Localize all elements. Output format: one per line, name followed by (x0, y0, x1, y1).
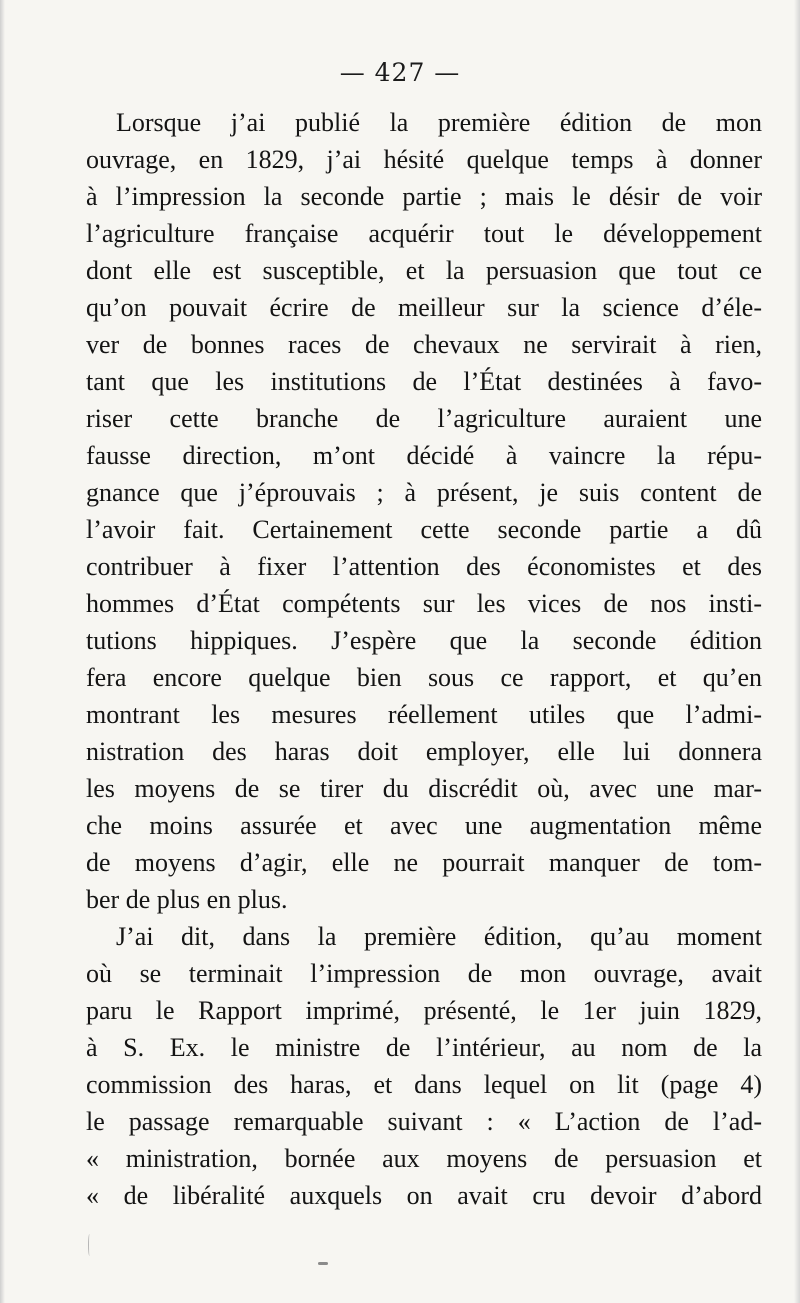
text-line: où se terminait l’impression de mon ouvrage, avait (86, 959, 762, 988)
page-margin-mark (88, 1234, 91, 1256)
text-line: fera encore quelque bien sous ce rapport, et qu’en (86, 663, 762, 692)
text-line: qu’on pouvait écrire de meilleur sur la science d’éle- (86, 293, 762, 322)
text-line: commission des haras, et dans lequel on lit (page 4) (86, 1070, 762, 1099)
text-line: ouvrage, en 1829, j’ai hésité quelque temps à donner (86, 145, 762, 174)
text-line: tant que les institutions de l’État destinées à favo- (86, 367, 762, 396)
text-line: « ministration, bornée aux moyens de persuasion et (86, 1144, 762, 1173)
text-line: les moyens de se tirer du discrédit où, avec une mar- (86, 774, 762, 803)
page-footer-smudge (318, 1262, 328, 1265)
text-line: dont elle est susceptible, et la persuasion que tout ce (86, 256, 762, 285)
text-line: ber de plus en plus. (86, 885, 288, 914)
text-line: à S. Ex. le ministre de l’intérieur, au nom de la (86, 1033, 762, 1062)
text-line: à l’impression la seconde partie ; mais le désir de voir (86, 182, 762, 211)
body-text (86, 104, 762, 1214)
text-line: riser cette branche de l’agriculture auraient une (86, 404, 762, 433)
text-line: le passage remarquable suivant : « L’action de l’ad- (86, 1107, 762, 1136)
text-line: paru le Rapport imprimé, présenté, le 1er juin 1829, (86, 996, 762, 1025)
text-line: l’agriculture française acquérir tout le développement (86, 219, 762, 248)
text-line: J’ai dit, dans la première édition, qu’au moment (116, 922, 762, 951)
text-line: de moyens d’agir, elle ne pourrait manquer de tom- (86, 848, 762, 877)
text-line: montrant les mesures réellement utiles que l’admi- (86, 700, 762, 729)
page-edge-left (0, 0, 5, 1303)
text-line: ver de bonnes races de chevaux ne servirait à rien, (86, 330, 762, 359)
page-edge-right (794, 0, 800, 1303)
text-line: hommes d’État compétents sur les vices de nos insti- (86, 589, 762, 618)
text-line: Lorsque j’ai publié la première édition de mon (116, 108, 762, 137)
text-line: gnance que j’éprouvais ; à présent, je suis content de (86, 478, 762, 507)
text-line: fausse direction, m’ont décidé à vaincre la répu- (86, 441, 762, 470)
text-line: contribuer à fixer l’attention des économistes et des (86, 552, 762, 581)
page-number: — 427 — (339, 58, 461, 87)
text-line: che moins assurée et avec une augmentation même (86, 811, 762, 840)
text-line: nistration des haras doit employer, elle lui donnera (86, 737, 762, 766)
text-line: tutions hippiques. J’espère que la seconde édition (86, 626, 762, 655)
text-line: l’avoir fait. Certainement cette seconde partie a dû (86, 515, 762, 544)
text-line: « de libéralité auxquels on avait cru devoir d’abord (86, 1181, 762, 1210)
